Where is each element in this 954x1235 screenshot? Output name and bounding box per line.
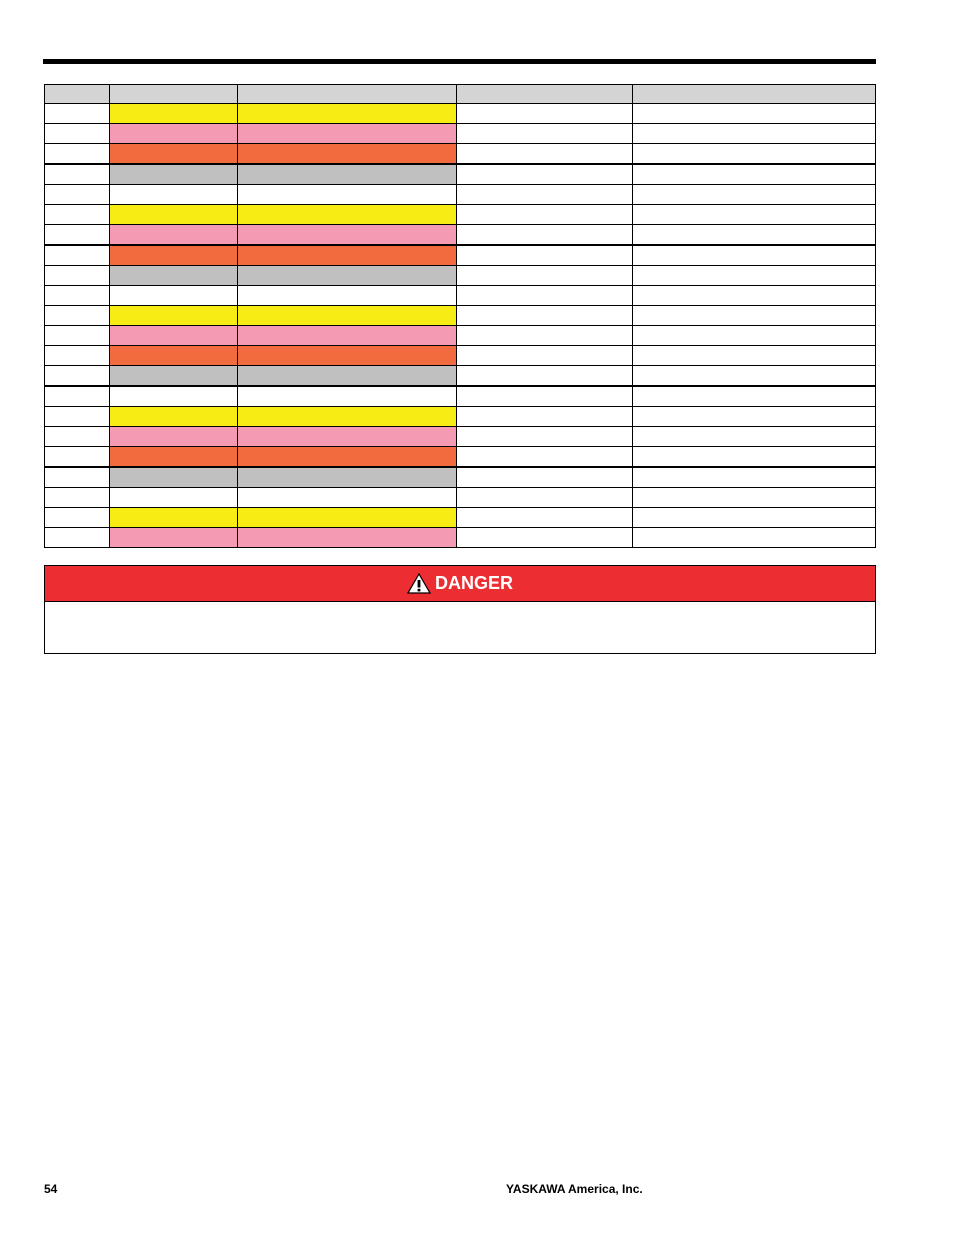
table-cell: [45, 185, 110, 205]
table-cell: [45, 427, 110, 447]
table-cell: [238, 447, 457, 468]
table-cell: [633, 366, 876, 387]
table-row: [45, 144, 876, 165]
header-cell: [457, 85, 633, 104]
table-cell: [457, 467, 633, 488]
table-cell: [457, 447, 633, 468]
table-cell: [110, 386, 238, 407]
table-row: [45, 447, 876, 468]
warning-triangle-icon: [407, 573, 431, 594]
table-row: [45, 306, 876, 326]
table-cell: [633, 488, 876, 508]
table-cell: [45, 245, 110, 266]
table-cell: [110, 225, 238, 246]
header-cell: [238, 85, 457, 104]
table-cell: [45, 488, 110, 508]
table-cell: [457, 144, 633, 165]
table-cell: [633, 306, 876, 326]
table-cell: [633, 266, 876, 286]
table-cell: [238, 508, 457, 528]
table-row: [45, 386, 876, 407]
table-cell: [238, 225, 457, 246]
table-cell: [110, 266, 238, 286]
table-cell: [633, 124, 876, 144]
table-cell: [110, 508, 238, 528]
table-cell: [110, 104, 238, 124]
table-cell: [45, 326, 110, 346]
table-row: [45, 508, 876, 528]
table-cell: [633, 205, 876, 225]
table-cell: [238, 386, 457, 407]
table-cell: [110, 346, 238, 366]
table-row: [45, 266, 876, 286]
table-cell: [633, 185, 876, 205]
table-cell: [457, 124, 633, 144]
danger-title: DANGER: [434, 573, 513, 593]
table-cell: [633, 528, 876, 548]
danger-box: [44, 565, 876, 654]
color-table: [44, 84, 876, 548]
table-cell: [633, 447, 876, 468]
table-cell: [238, 205, 457, 225]
table-row: [45, 164, 876, 185]
table-cell: [45, 508, 110, 528]
table-row: [45, 104, 876, 124]
table-cell: [110, 366, 238, 387]
table-cell: [457, 346, 633, 366]
table-cell: [110, 124, 238, 144]
table-cell: [45, 144, 110, 165]
table-row: [45, 528, 876, 548]
table-cell: [45, 164, 110, 185]
table-cell: [457, 508, 633, 528]
table-row: [45, 286, 876, 306]
footer-company: YASKAWA America, Inc.: [506, 1182, 643, 1196]
table-cell: [110, 447, 238, 468]
table-cell: [633, 286, 876, 306]
table-cell: [633, 225, 876, 246]
table-cell: [45, 467, 110, 488]
table-cell: [457, 185, 633, 205]
table-cell: [110, 528, 238, 548]
table-cell: [633, 144, 876, 165]
danger-header: [45, 566, 875, 602]
table-row: [45, 488, 876, 508]
table-cell: [238, 245, 457, 266]
table-cell: [457, 306, 633, 326]
header-cell: [45, 85, 110, 104]
table-cell: [238, 286, 457, 306]
table-cell: [238, 366, 457, 387]
table-cell: [238, 346, 457, 366]
table-cell: [238, 467, 457, 488]
table-cell: [45, 205, 110, 225]
table-cell: [110, 407, 238, 427]
table-cell: [457, 266, 633, 286]
table-cell: [457, 326, 633, 346]
table-cell: [110, 467, 238, 488]
table-row: [45, 245, 876, 266]
table-cell: [238, 104, 457, 124]
table-cell: [238, 407, 457, 427]
table-row: [45, 124, 876, 144]
table-row: [45, 467, 876, 488]
table-cell: [238, 144, 457, 165]
table-row: [45, 205, 876, 225]
header-cell: [633, 85, 876, 104]
table-cell: [457, 427, 633, 447]
table-cell: [45, 386, 110, 407]
danger-body: [45, 602, 875, 653]
table-cell: [238, 124, 457, 144]
table-cell: [457, 488, 633, 508]
table-cell: [45, 528, 110, 548]
table-body: [45, 104, 876, 548]
table-cell: [457, 205, 633, 225]
table-cell: [457, 528, 633, 548]
table-header-row: [45, 85, 876, 104]
table-cell: [633, 467, 876, 488]
table-cell: [633, 508, 876, 528]
table-cell: [45, 346, 110, 366]
header-cell: [110, 85, 238, 104]
table-cell: [110, 427, 238, 447]
table-row: [45, 225, 876, 246]
table-cell: [110, 488, 238, 508]
table-cell: [110, 326, 238, 346]
table-cell: [238, 427, 457, 447]
table-cell: [45, 225, 110, 246]
table-cell: [45, 104, 110, 124]
table-cell: [110, 205, 238, 225]
table-cell: [45, 266, 110, 286]
table-cell: [45, 286, 110, 306]
table-cell: [110, 306, 238, 326]
table-cell: [238, 185, 457, 205]
table-cell: [633, 407, 876, 427]
table-cell: [457, 225, 633, 246]
table-cell: [457, 245, 633, 266]
table-cell: [110, 245, 238, 266]
table-cell: [45, 447, 110, 468]
table-cell: [633, 427, 876, 447]
table-cell: [45, 124, 110, 144]
table-cell: [238, 164, 457, 185]
table-cell: [238, 266, 457, 286]
table-cell: [110, 164, 238, 185]
table-cell: [45, 407, 110, 427]
table-cell: [633, 245, 876, 266]
table-cell: [457, 104, 633, 124]
page-number: 54: [44, 1182, 58, 1196]
table-row: [45, 346, 876, 366]
table-row: [45, 326, 876, 346]
table-cell: [238, 326, 457, 346]
table-cell: [45, 366, 110, 387]
table-cell: [457, 286, 633, 306]
table-cell: [238, 488, 457, 508]
table-cell: [238, 528, 457, 548]
table-cell: [633, 326, 876, 346]
table-cell: [110, 185, 238, 205]
table-row: [45, 407, 876, 427]
table-cell: [633, 386, 876, 407]
table-cell: [457, 164, 633, 185]
table-cell: [238, 306, 457, 326]
table-cell: [457, 386, 633, 407]
table-row: [45, 366, 876, 387]
table-row: [45, 427, 876, 447]
table-cell: [45, 306, 110, 326]
table-cell: [457, 407, 633, 427]
table-cell: [633, 164, 876, 185]
table-cell: [457, 366, 633, 387]
table-cell: [110, 144, 238, 165]
table-row: [45, 185, 876, 205]
top-rule: [43, 59, 876, 64]
table-cell: [110, 286, 238, 306]
table-cell: [633, 104, 876, 124]
table-cell: [633, 346, 876, 366]
